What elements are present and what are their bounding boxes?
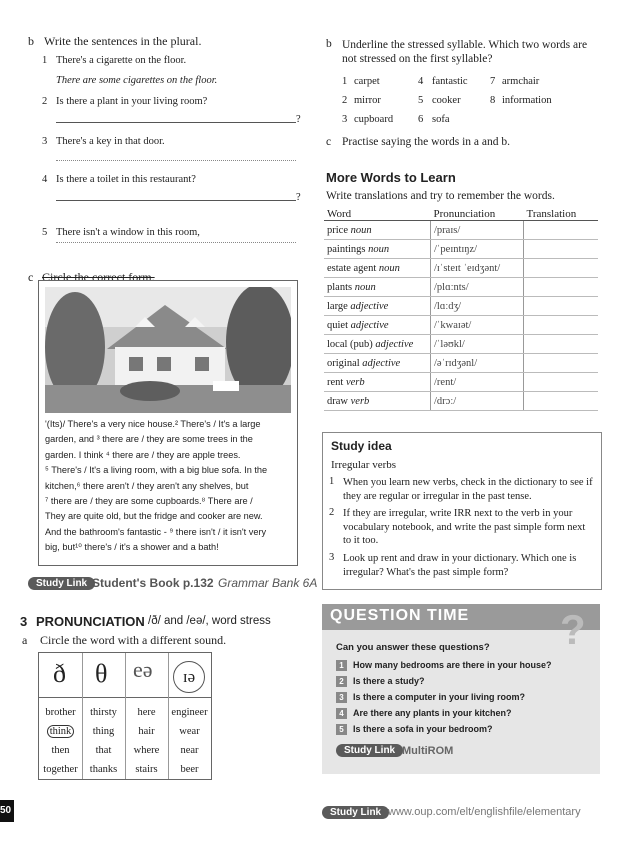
footer-url[interactable]: www.oup.com/elt/englishfile/elementary: [388, 806, 581, 818]
word: carpet: [354, 76, 380, 87]
sound-column: [168, 703, 211, 779]
translation-cell[interactable]: [524, 259, 599, 278]
word-cell: price: [327, 224, 348, 236]
section-title: More Words to Learn: [326, 170, 456, 185]
sound-column: [125, 703, 168, 779]
item-text: There isn't a window in this room,: [56, 227, 200, 238]
word-type: adjective: [362, 357, 401, 369]
table-row: [324, 259, 598, 278]
answer-line[interactable]: [56, 242, 296, 243]
study-idea-item: If they are irregular, write IRR next to the verb in your vocabulary notebook, and write the past simple form next to it too.: [343, 508, 586, 546]
item-number: 1: [42, 55, 48, 66]
table-row: [324, 392, 598, 411]
item-number: 2: [329, 507, 335, 518]
study-idea-title: Study idea: [331, 439, 392, 453]
translation-cell[interactable]: [524, 278, 599, 297]
item-number: 1: [329, 476, 335, 487]
banner-title: QUESTION TIME: [330, 607, 470, 624]
question-mark-icon: ?: [560, 606, 586, 653]
study-idea-subtitle: Irregular verbs: [331, 459, 397, 471]
item-text: There's a key in that door.: [56, 136, 165, 147]
question-text: Are there any plants in your kitchen?: [353, 708, 512, 718]
word-cell: rent: [327, 376, 344, 388]
vocabulary-table: [324, 208, 598, 411]
question-number: 4: [336, 708, 347, 719]
question-number: 5: [336, 724, 347, 735]
section-title: PRONUNCIATION: [36, 614, 145, 629]
item-text: Is there a plant in your living room?: [56, 96, 208, 107]
sound-column: [39, 703, 82, 779]
word: fantastic: [432, 76, 468, 87]
sound-symbol: eə: [133, 657, 153, 682]
word: together: [43, 764, 78, 775]
word-cell: paintings: [327, 243, 366, 255]
answer-line[interactable]: [56, 200, 296, 201]
multirom-link[interactable]: MultiROM: [402, 745, 454, 757]
translation-cell[interactable]: [524, 335, 599, 354]
passage-line: ⁵ There's / It's a living room, with a big blue sofa. In the: [45, 465, 268, 476]
exercise-instruction: Circle the word with a different sound.: [40, 633, 227, 647]
question-text: Is there a study?: [353, 676, 425, 686]
word-type: noun: [354, 281, 376, 293]
sound-symbol: θ: [95, 659, 108, 688]
word: cooker: [432, 95, 461, 106]
passage-line: '(Its)/ There's a very nice house.² There's / It's a large: [45, 419, 261, 429]
passage-line: ⁷ there are / they are some cupboards.⁸ There are /: [45, 496, 253, 507]
pronunciation-cell: /plɑːnts/: [431, 278, 524, 297]
answer-line[interactable]: [56, 122, 296, 123]
item-number: 3: [329, 552, 335, 563]
word-type: adjective: [375, 338, 414, 350]
pronunciation-cell: /ˈləʊkl/: [431, 335, 524, 354]
question-text: Is there a computer in your living room?: [353, 692, 526, 702]
item-number: 4: [42, 174, 48, 185]
passage-line: garden, and ³ there are / they are some trees in the: [45, 434, 253, 445]
exercise-instruction: Underline the stressed syllable. Which two words are not stressed on the first syllable?: [342, 39, 588, 65]
word-type: adjective: [350, 300, 389, 312]
column-header: Pronunciation: [431, 208, 524, 221]
table-header-row: [324, 208, 598, 221]
question-mark: ?: [296, 114, 301, 125]
section-instruction: Write translations and try to remember the words.: [326, 190, 555, 202]
exercise-instruction: Practise saying the words in a and b.: [342, 136, 510, 148]
word-number: 8: [490, 95, 496, 106]
word-number: 2: [342, 95, 348, 106]
study-link-pill[interactable]: Study Link: [336, 744, 403, 757]
answer-line[interactable]: [56, 160, 296, 161]
example-answer: There are some cigarettes on the floor.: [56, 75, 218, 86]
translation-cell[interactable]: [524, 354, 599, 373]
word: where: [133, 745, 160, 756]
table-row: [324, 335, 598, 354]
passage: [45, 417, 293, 556]
question-text: How many bedrooms are there in your house?: [353, 660, 552, 670]
exercise-label: a: [22, 633, 28, 647]
pronunciation-cell: /lɑːdʒ/: [431, 297, 524, 316]
table-row: [324, 278, 598, 297]
question-number: 3: [336, 692, 347, 703]
item-number: 5: [42, 227, 48, 238]
word: information: [502, 95, 552, 106]
sound-symbol: ɪə: [173, 661, 205, 693]
word-cell: original: [327, 357, 360, 369]
table-row: [324, 221, 598, 240]
word: thanks: [89, 764, 118, 775]
word: thing: [92, 726, 115, 737]
house-box: [38, 280, 298, 566]
word: near: [180, 745, 199, 756]
word: cupboard: [354, 114, 394, 125]
study-link-pill: Study Link: [28, 577, 95, 590]
passage-line: And the bathroom's fantastic - ⁹ there isn't / it isn't very: [45, 526, 267, 537]
word: armchair: [502, 76, 540, 87]
translation-cell[interactable]: [524, 373, 599, 392]
question-time-box: [322, 604, 600, 774]
section-number: 3: [20, 614, 28, 629]
translation-cell[interactable]: [524, 392, 599, 411]
question-text: Is there a sofa in your bedroom?: [353, 724, 493, 734]
section-subtitle: /ð/ and /eə/, word stress: [148, 615, 271, 627]
word-number: 4: [418, 76, 424, 87]
exercise-label: c: [28, 270, 34, 284]
word-number: 1: [342, 76, 348, 87]
table-row: [324, 316, 598, 335]
word-type: verb: [350, 395, 370, 407]
word-cell: local (pub): [327, 338, 373, 350]
item-number: 3: [42, 136, 48, 147]
word: brother: [45, 707, 76, 718]
word-type: verb: [345, 376, 365, 388]
word-number: 3: [342, 114, 348, 125]
word-type: noun: [378, 262, 400, 274]
word: mirror: [354, 95, 381, 106]
study-link-italic: Grammar Bank 6A: [218, 576, 318, 590]
exercise-instruction: Write the sentences in the plural.: [44, 34, 202, 48]
question-number: 1: [336, 660, 347, 671]
word: thirsty: [90, 707, 117, 718]
word-type: adjective: [350, 319, 389, 331]
page-number: 50: [0, 800, 14, 822]
study-link-pill[interactable]: Study Link: [322, 806, 389, 819]
word: here: [137, 707, 156, 718]
passage-line: They are quite old, but the fridge and cooker are new.: [45, 511, 263, 522]
pronunciation-cell: /rent/: [431, 373, 524, 392]
pronunciation-cell: /praɪs/: [431, 221, 524, 240]
passage-line: garden. I think ⁴ there are / they are apple trees.: [45, 449, 241, 460]
question-mark: ?: [296, 192, 301, 203]
column-header: Translation: [524, 208, 599, 221]
pronunciation-cell: /ɪˈsteɪt ˈeɪdʒənt/: [431, 259, 524, 278]
sound-column: [82, 703, 125, 779]
passage-line: big, but¹⁰ there's / it's a shower and a bath!: [45, 542, 219, 553]
word: engineer: [171, 707, 208, 718]
passage-line: kitchen,⁶ there aren't / they aren't any shelves, but: [45, 480, 249, 491]
item-text: Is there a toilet in this restaurant?: [56, 174, 196, 185]
sound-symbol: ð: [53, 659, 66, 688]
translation-cell[interactable]: [524, 240, 599, 259]
study-link-text: Student's Book p.132: [92, 576, 214, 590]
pronunciation-cell: /ˈkwaɪət/: [431, 316, 524, 335]
word-cell: quiet: [327, 319, 348, 331]
house-photo: [45, 287, 291, 413]
sound-table: [38, 652, 212, 780]
translation-cell[interactable]: [524, 297, 599, 316]
word-cell: draw: [327, 395, 348, 407]
word-number: 5: [418, 95, 424, 106]
exercise-label: b: [326, 38, 332, 50]
item-text: There's a cigarette on the floor.: [56, 55, 187, 66]
word-type: noun: [350, 224, 372, 236]
table-row: [324, 240, 598, 259]
exercise-label: c: [326, 136, 332, 148]
exercise-instruction: Circle the correct form.: [42, 270, 155, 284]
word: then: [51, 745, 70, 756]
exercise-label: b: [28, 34, 34, 48]
word: wear: [179, 726, 200, 737]
pronunciation-cell: /drɔː/: [431, 392, 524, 411]
pronunciation-cell: /əˈrɪdʒənl/: [431, 354, 524, 373]
item-number: 2: [42, 96, 48, 107]
word-number: 7: [490, 76, 496, 87]
column-header: Word: [324, 208, 431, 221]
word: hair: [138, 726, 155, 737]
translation-cell[interactable]: [524, 221, 599, 240]
word: beer: [180, 764, 199, 775]
word-cell: plants: [327, 281, 353, 293]
table-row: [324, 373, 598, 392]
study-idea-box: [322, 432, 602, 590]
word: that: [95, 745, 112, 756]
pronunciation-cell: /ˈpeɪntɪŋz/: [431, 240, 524, 259]
study-idea-item: Look up rent and draw in your dictionary. Which one is irregular? What's the past simple form?: [343, 553, 577, 578]
word-number: 6: [418, 114, 424, 125]
word-cell: estate agent: [327, 262, 377, 274]
translation-cell[interactable]: [524, 316, 599, 335]
circled-word: think: [47, 725, 75, 738]
word-cell: large: [327, 300, 348, 312]
study-idea-item: When you learn new verbs, check in the dictionary to see if they are regular or irregular in the past tense.: [343, 477, 593, 502]
word: sofa: [432, 114, 450, 125]
word-type: noun: [368, 243, 390, 255]
table-row: [324, 354, 598, 373]
table-row: [324, 297, 598, 316]
question-intro: Can you answer these questions?: [336, 642, 490, 653]
word: stairs: [135, 764, 158, 775]
question-number: 2: [336, 676, 347, 687]
